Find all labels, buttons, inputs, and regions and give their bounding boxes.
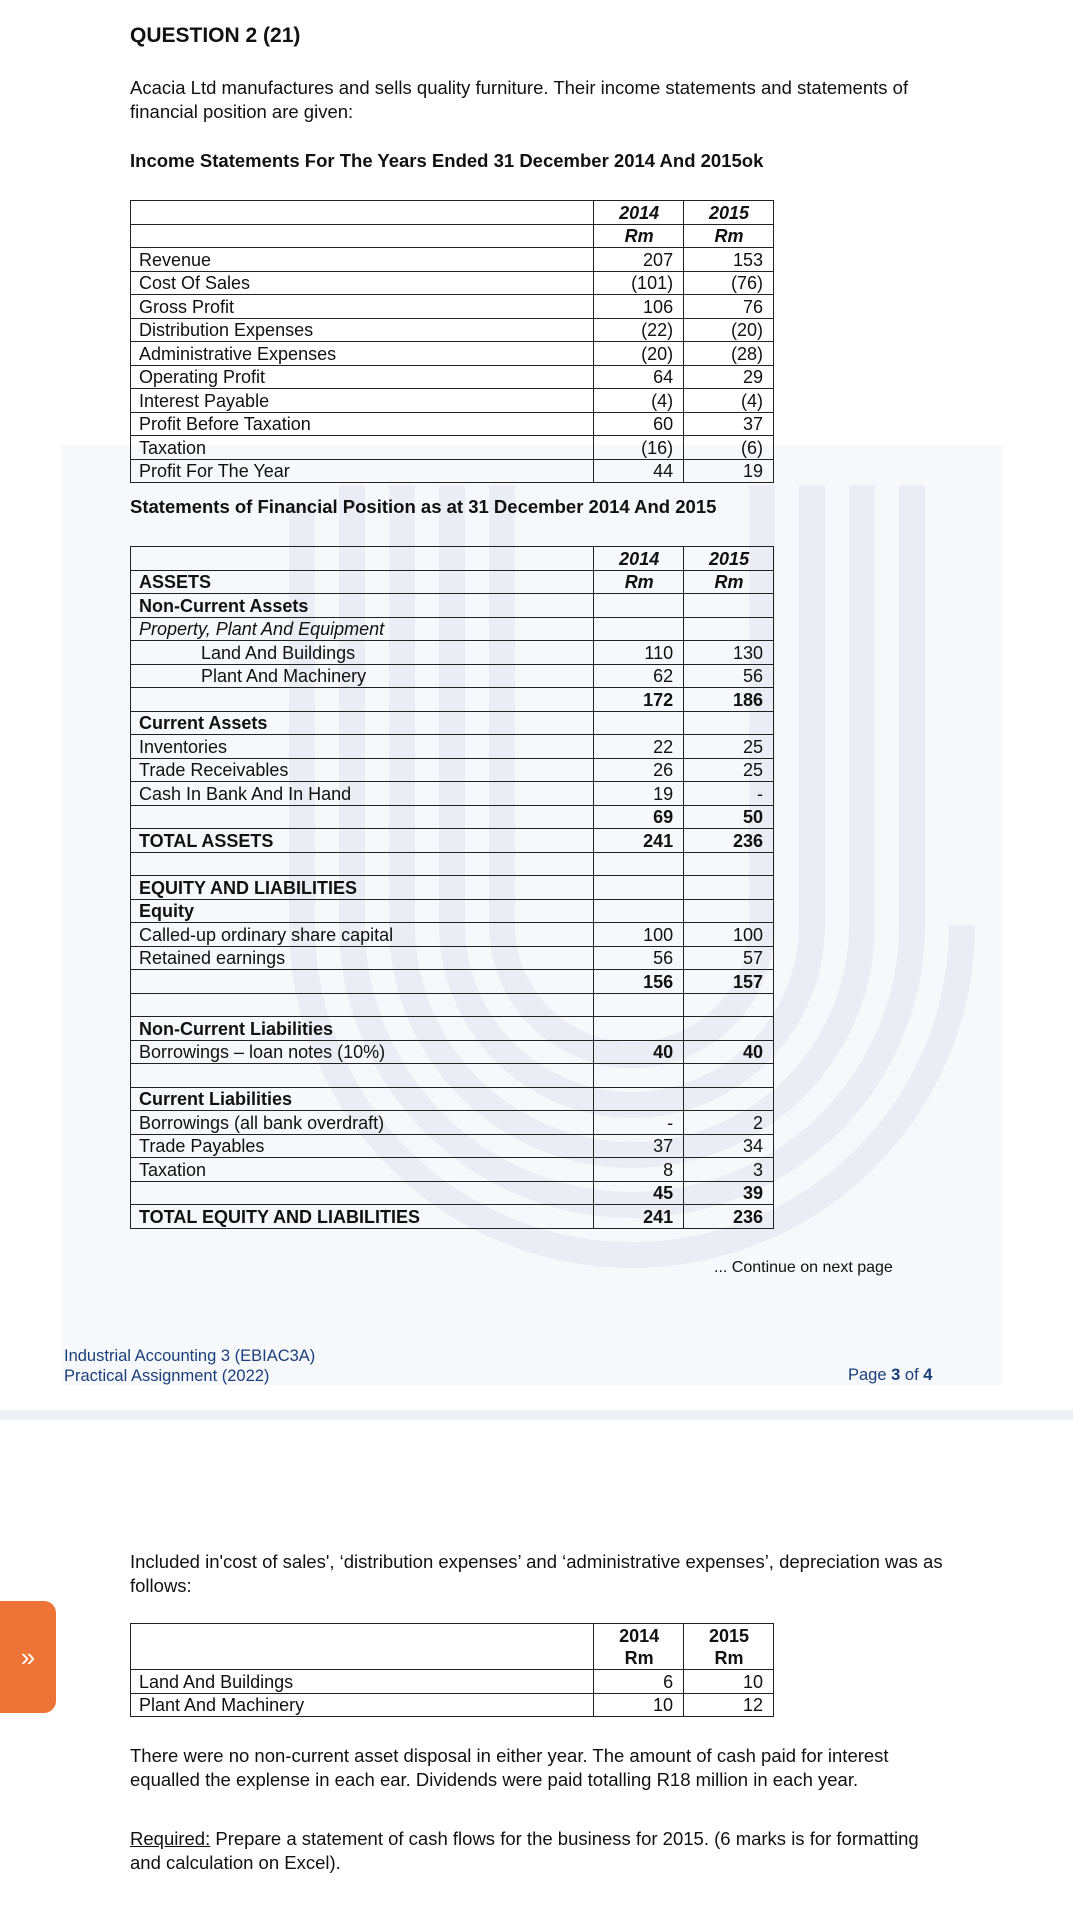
- table-row: [131, 570, 774, 594]
- table-row: Inventories 22 25: [131, 735, 774, 759]
- table-row: Plant And Machinery 10 12: [131, 1693, 774, 1717]
- table-row: Land And Buildings 6 10: [131, 1670, 774, 1694]
- table-row: Profit Before Taxation 60 37: [131, 412, 774, 436]
- table-row: Non-Current Liabilities: [131, 1017, 774, 1041]
- table-header-row: [131, 547, 774, 571]
- table-row: Current Liabilities: [131, 1087, 774, 1111]
- income-statement-heading: Income Statements For The Years Ended 31 December 2014 And 2015ok: [130, 150, 764, 171]
- continue-note: ... Continue on next page: [714, 1259, 893, 1276]
- table-row: Cash In Bank And In Hand 19 -: [131, 782, 774, 806]
- side-expand-tab[interactable]: [0, 1601, 56, 1713]
- intro-paragraph: Acacia Ltd manufactures and sells quality furniture. Their income statements and statements of financial position are given:: [130, 77, 909, 122]
- table-unit-row: [131, 224, 774, 248]
- table-row: Borrowings (all bank overdraft) - 2: [131, 1111, 774, 1135]
- table-header-row: [131, 1624, 774, 1647]
- depreciation-table: [130, 1623, 774, 1717]
- year-header: 2014: [594, 1624, 684, 1647]
- table-row: Trade Receivables 26 25: [131, 758, 774, 782]
- table-row: Cost Of Sales (101) (76): [131, 271, 774, 295]
- year-header: 2014: [594, 201, 684, 225]
- page-number: Page 3 of 4: [848, 1366, 933, 1384]
- table-row: Equity: [131, 899, 774, 923]
- required-text: Prepare a statement of cash flows for the business for 2015. (6 marks is for formatting and calculation on Excel).: [130, 1828, 919, 1873]
- table-header-row: [131, 201, 774, 225]
- table-row: Land And Buildings 110 130: [131, 641, 774, 665]
- unit-header: Rm: [594, 1647, 684, 1670]
- subtotal-row: 156 157: [131, 970, 774, 994]
- depreciation-intro: Included in'cost of sales', ‘distribution expenses’ and ‘administrative expenses’, depreciation was as follows:: [130, 1551, 943, 1596]
- page-separator: [0, 1410, 1073, 1420]
- spacer-row: [131, 852, 774, 876]
- year-header: 2015: [684, 201, 774, 225]
- total-row: TOTAL EQUITY AND LIABILITIES 241 236: [131, 1205, 774, 1229]
- table-row: Current Assets: [131, 711, 774, 735]
- table-row: Trade Payables 37 34: [131, 1134, 774, 1158]
- table-row: Interest Payable (4) (4): [131, 389, 774, 413]
- required-label: Required:: [130, 1828, 211, 1849]
- table-row: EQUITY AND LIABILITIES: [131, 876, 774, 900]
- unit-header: Rm: [684, 224, 774, 248]
- table-row: Operating Profit 64 29: [131, 365, 774, 389]
- table-row: Retained earnings 56 57: [131, 946, 774, 970]
- assignment-name: Practical Assignment (2022): [64, 1367, 270, 1385]
- question-title: QUESTION 2 (21): [130, 24, 301, 47]
- table-row: Revenue 207 153: [131, 248, 774, 272]
- subtotal-row: 172 186: [131, 688, 774, 712]
- table-row: Borrowings – loan notes (10%) 40 40: [131, 1040, 774, 1064]
- table-row: Taxation 8 3: [131, 1158, 774, 1182]
- table-row: Gross Profit 106 76: [131, 295, 774, 319]
- unit-header: Rm: [684, 570, 774, 594]
- table-row: Property, Plant And Equipment: [131, 617, 774, 641]
- footer-course-info: [64, 1346, 315, 1386]
- subtotal-row: 69 50: [131, 805, 774, 829]
- required-paragraph: [130, 1827, 950, 1875]
- income-statement-table: [130, 200, 774, 483]
- spacer-row: [131, 993, 774, 1017]
- table-row: Distribution Expenses (22) (20): [131, 318, 774, 342]
- table-row: Plant And Machinery 62 56: [131, 664, 774, 688]
- total-row: TOTAL ASSETS 241 236: [131, 829, 774, 853]
- year-header: 2014: [594, 547, 684, 571]
- unit-header: Rm: [684, 1647, 774, 1670]
- year-header: 2015: [684, 1624, 774, 1647]
- table-row: Non-Current Assets: [131, 594, 774, 618]
- year-header: 2015: [684, 547, 774, 571]
- financial-position-heading: Statements of Financial Position as at 31 December 2014 And 2015: [130, 496, 717, 517]
- table-row: Administrative Expenses (20) (28): [131, 342, 774, 366]
- table-row: Profit For The Year 44 19: [131, 459, 774, 483]
- notes-paragraph: There were no non-current asset disposal in either year. The amount of cash paid for interest equalled the explense in each ear. Dividends were paid totalling R18 million in each year.: [130, 1745, 889, 1790]
- section-label: ASSETS: [131, 570, 594, 594]
- table-row: Called-up ordinary share capital 100 100: [131, 923, 774, 947]
- financial-position-table: [130, 546, 774, 1229]
- course-name: Industrial Accounting 3 (EBIAC3A): [64, 1347, 316, 1365]
- subtotal-row: 45 39: [131, 1181, 774, 1205]
- double-chevron-right-icon: »: [20, 1642, 36, 1672]
- unit-header: Rm: [594, 570, 684, 594]
- unit-header: Rm: [594, 224, 684, 248]
- spacer-row: [131, 1064, 774, 1088]
- table-row: Taxation (16) (6): [131, 436, 774, 460]
